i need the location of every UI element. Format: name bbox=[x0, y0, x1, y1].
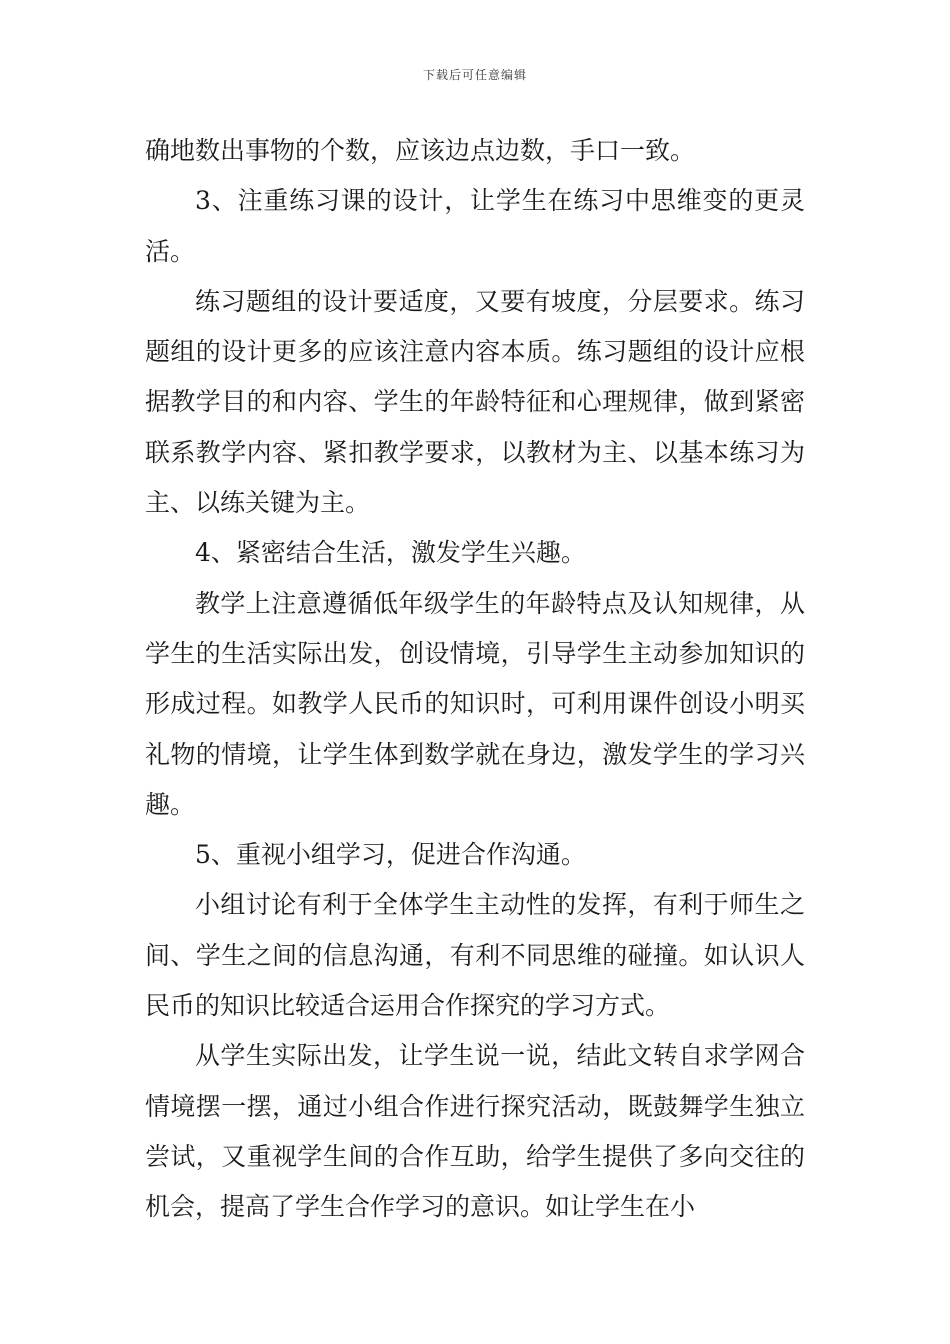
paragraph: 练习题组的设计要适度，又要有坡度，分层要求。练习题组的设计更多的应该注意内容本质。练习题组的设计应根据教学目的和内容、学生的年龄特征和心理规律，做到紧密联系教学内容、紧扣教学要求，以教材为主、以基本练习为主、以练关键为主。 bbox=[145, 286, 805, 518]
paragraph: 小组讨论有利于全体学生主动性的发挥，有利于师生之间、学生之间的信息沟通，有利不同思维的碰撞。如认识人民币的知识比较适合运用合作探究的学习方式。 bbox=[145, 890, 805, 1021]
page-header: 下载后可任意编辑 bbox=[422, 68, 527, 82]
paragraph: 4、紧密结合生活，激发学生兴趣。 bbox=[195, 538, 586, 568]
paragraph: 5、重视小组学习，促进合作沟通。 bbox=[195, 840, 586, 870]
document-body bbox=[145, 126, 805, 1233]
paragraph: 教学上注意遵循低年级学生的年龄特点及认知规律，从学生的生活实际出发，创设情境，引导学生主动参加知识的形成过程。如教学人民币的知识时，可利用课件创设小明买礼物的情境，让学生体到数学就在身边，激发学生的学习兴趣。 bbox=[145, 588, 805, 819]
paragraph: 确地数出事物的个数，应该边点边数，手口一致。 bbox=[145, 136, 696, 165]
paragraph: 从学生实际出发，让学生说一说，结此文转自求学网合情境摆一摆，通过小组合作进行探究活动，既鼓舞学生独立尝试，又重视学生间的合作互助，给学生提供了多向交往的机会，提高了学生合作学习的意识。如让学生在小 bbox=[145, 1041, 805, 1222]
paragraph: 3、注重练习课的设计，让学生在练习中思维变的更灵活。 bbox=[145, 186, 805, 266]
